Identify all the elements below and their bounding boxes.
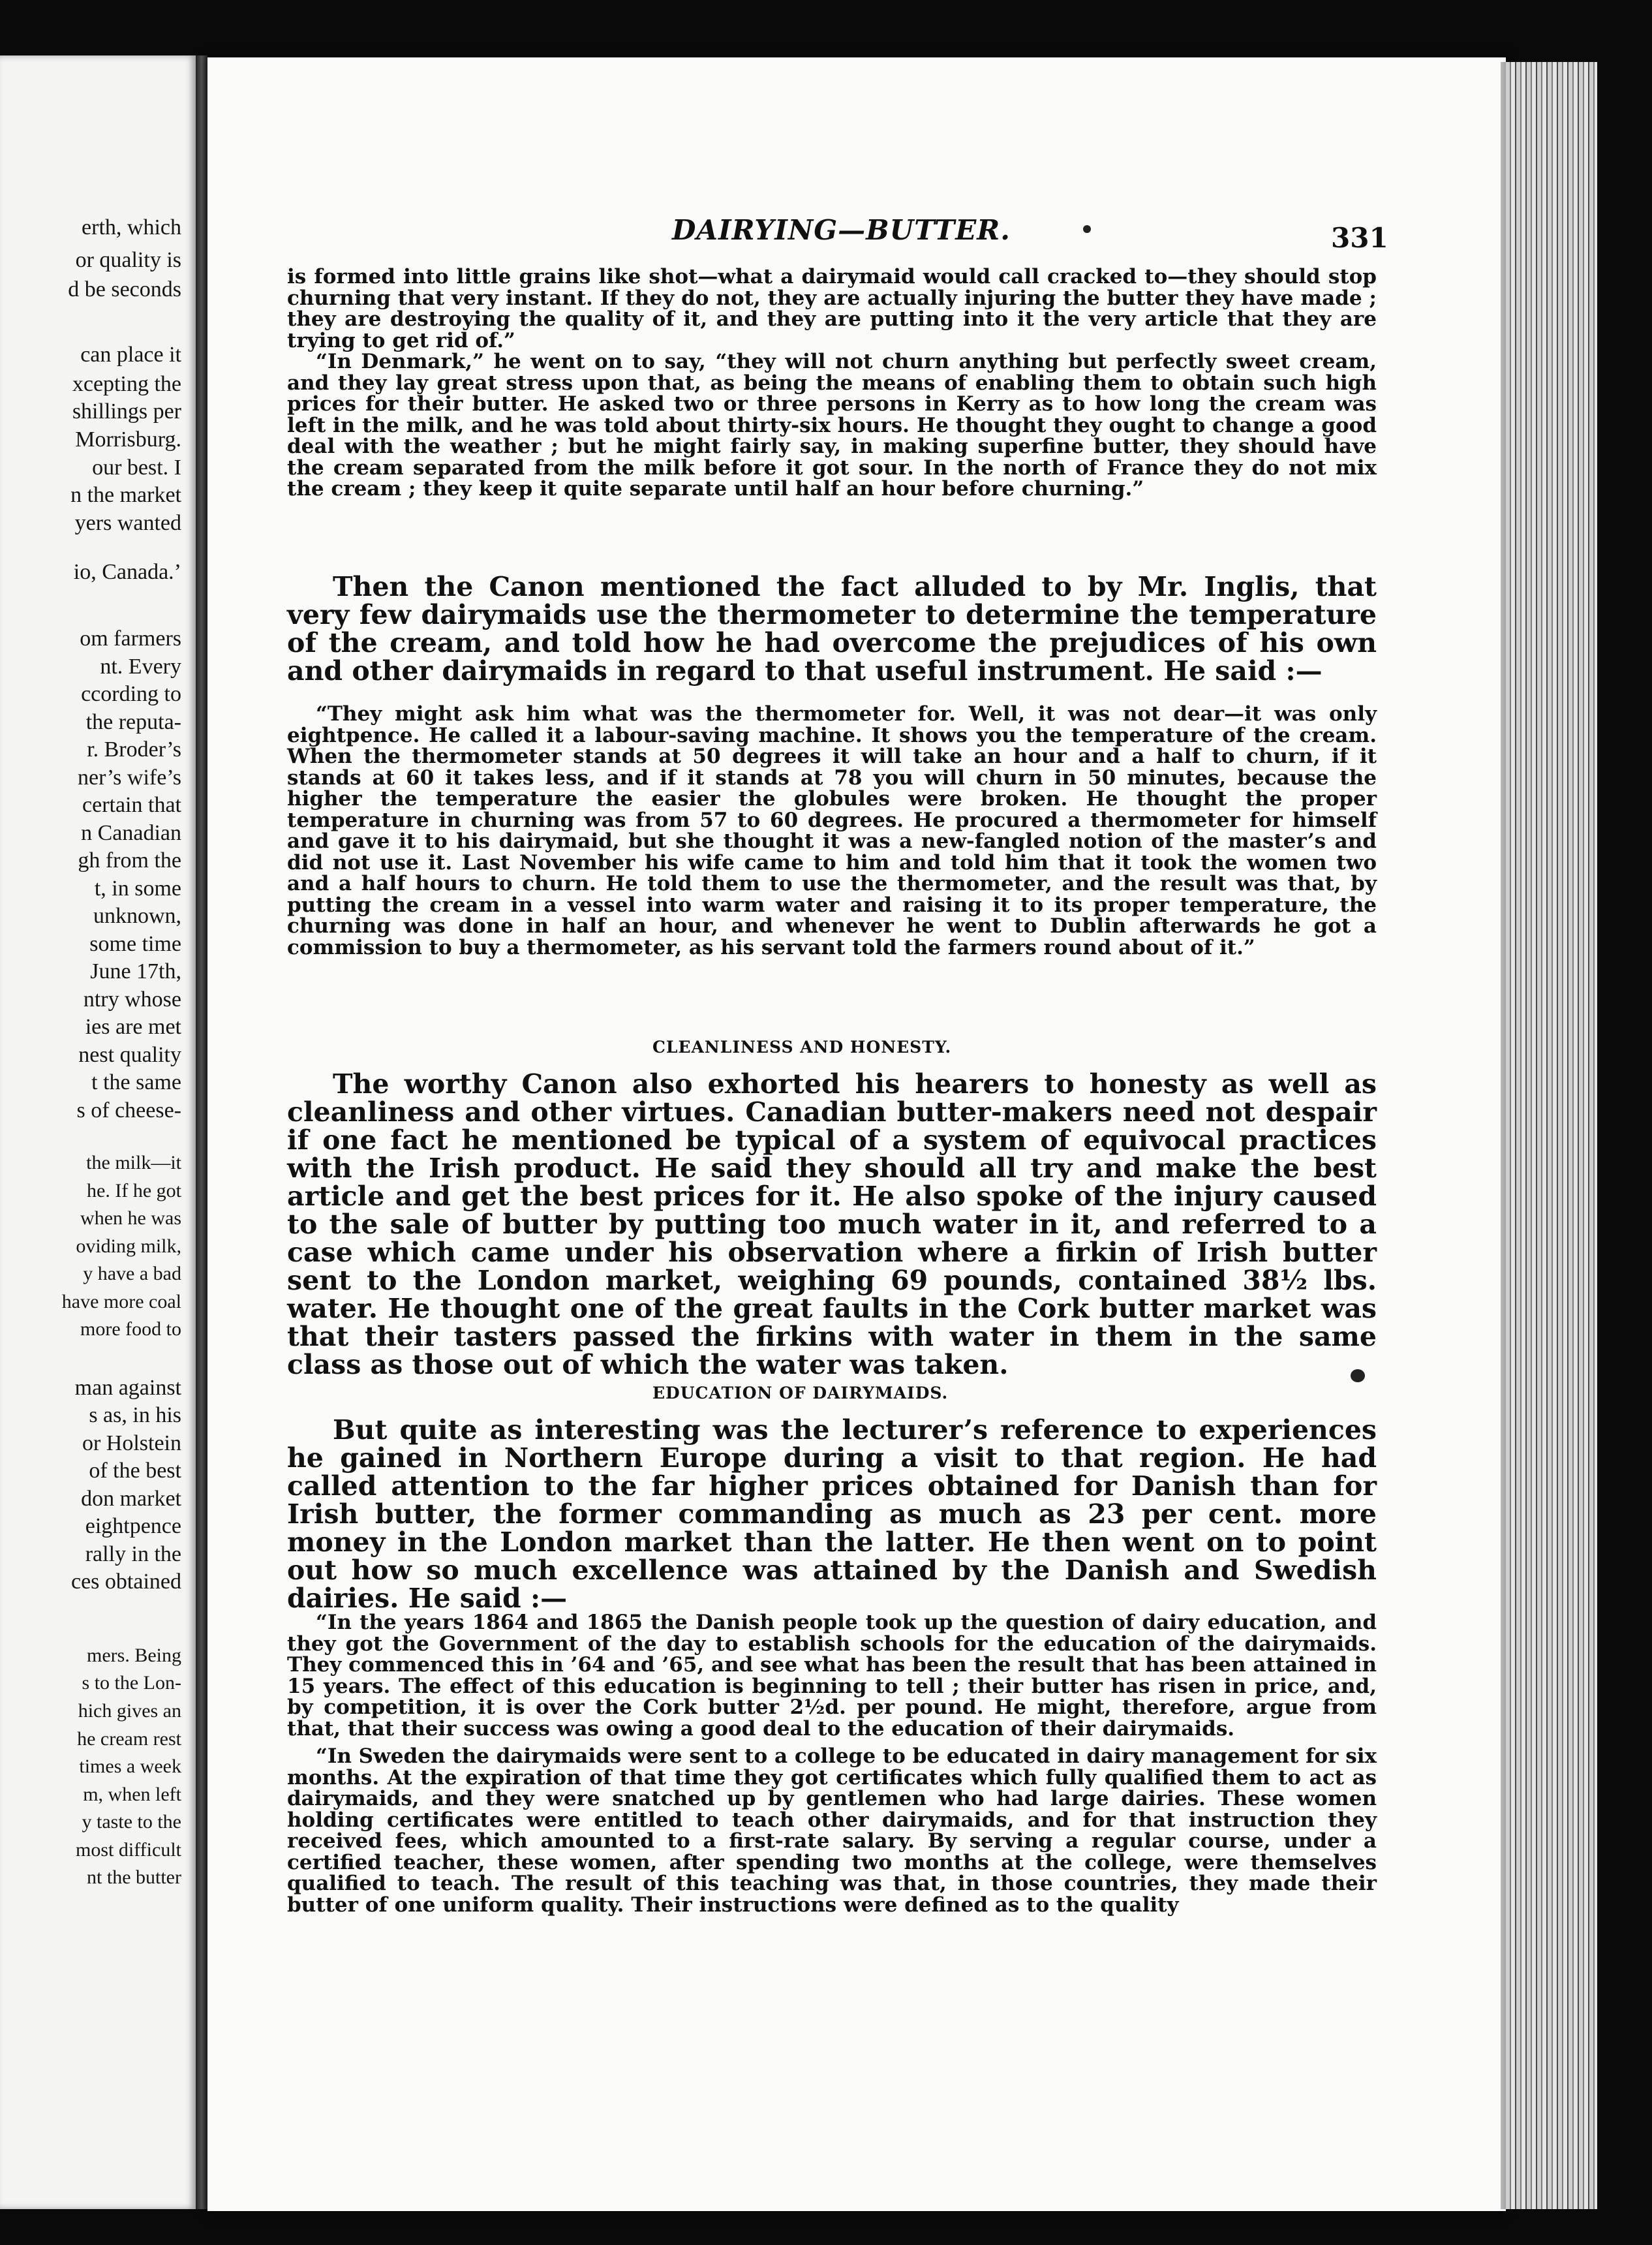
facing-page-line: ccording to — [81, 682, 181, 706]
facing-page-line: nt. Every — [100, 655, 181, 679]
paragraph — [287, 1416, 1377, 1613]
facing-page-line: yers wanted — [74, 511, 181, 535]
section-heading: EDUCATION OF DAIRYMAIDS. — [652, 1384, 949, 1402]
quote-text: “In Denmark,” he went on to say, “they will not churn anything but perfectly sweet cream, and they lay great stress upon that, as being the means of enabling them to obtain such high prices for their butter. He asked two or three persons in Kerry as to how long the cream was left in the milk, and he was told about thirty-six hours. He thought they ought to change a good deal with the weather ; but he might fairly say, in making superfine butter, they should have the cream separated from the milk before it got sour. In the north of France they do not mix the cream ; they keep it quite separate until half an hour before churning.” — [287, 350, 1377, 501]
page-edges — [1506, 62, 1597, 2209]
facing-page-line: xcepting the — [72, 372, 181, 396]
facing-page-line: can place it — [80, 343, 181, 367]
facing-page-line: some time — [89, 932, 181, 956]
facing-page-line: s to the Lon- — [82, 1672, 181, 1694]
facing-page-line: or Holstein — [82, 1431, 181, 1455]
paragraph — [287, 1070, 1377, 1379]
facing-page-line: shillings per — [72, 399, 181, 424]
facing-page-line: ntry whose — [83, 987, 181, 1012]
facing-page-line: Morrisburg. — [75, 427, 181, 452]
facing-page-line: nt the butter — [87, 1866, 181, 1888]
quote-continued — [287, 266, 1377, 500]
facing-page-line: r. Broder’s — [87, 737, 181, 762]
facing-page-line: of the best — [89, 1459, 181, 1483]
facing-page-line: our best. I — [92, 456, 181, 480]
facing-page-line: man against — [74, 1376, 181, 1400]
facing-page-line: ies are met — [85, 1015, 181, 1039]
facing-page — [0, 55, 196, 2209]
facing-page-line: don market — [81, 1487, 181, 1511]
facing-page-line: rally in the — [85, 1542, 181, 1566]
facing-page-line: n Canadian — [81, 821, 181, 845]
facing-page-line: ner’s wife’s — [78, 766, 181, 790]
paragraph — [287, 573, 1377, 685]
running-title: DAIRYING—BUTTER. — [672, 214, 1011, 246]
page-number: 331 — [1331, 222, 1388, 254]
facing-page-line: om farmers — [80, 627, 181, 651]
paragraph-text: Then the Canon mentioned the fact alluded to by Mr. Inglis, that very few dairymaids use the thermometer to determine the temperature of the cream, and told how he had overcome the prejudices of his own and other dairymaids in regard to that useful instrument. He said :— — [287, 571, 1377, 687]
facing-page-line: unknown, — [93, 904, 181, 928]
ink-spot — [1083, 225, 1091, 233]
facing-page-line: mers. Being — [87, 1645, 181, 1666]
paragraph-text: But quite as interesting was the lecturer’s reference to experiences he gained in Northern Europe during a visit to that region. He had called attention to the far higher prices obtained for Danish than for Irish butter, the former commanding as much as 23 per cent. more money in the London market than the latter. He then went on to point out how so much excellence was attained by the Danish and Swedish dairies. He said :— — [287, 1414, 1377, 1614]
facing-page-line: have more coal — [61, 1291, 181, 1312]
facing-page-line: June 17th, — [90, 959, 181, 983]
facing-page-line: s of cheese- — [76, 1098, 181, 1122]
facing-page-line: more food to — [80, 1318, 181, 1340]
facing-page-line: or quality is — [75, 248, 181, 272]
quote-text: “In Sweden the dairymaids were sent to a college to be educated in dairy management for six months. At the expiration of that time they got certificates which fully qualified them to act as dairymaids, and they were snatched up by gentlemen who had large dairies. These women holding certificates were entitled to teach other dairymaids, and for that instruction they received fees, which amounted to a first-rate salary. By serving a regular course, under a certified teacher, these women, after spending two months at the college, were themselves qualified to teach. The result of this teaching was that, in those countries, they made their butter of one uniform quality. Their instructions were defined as to the quality — [287, 1744, 1377, 1917]
facing-page-line: s as, in his — [89, 1403, 181, 1427]
facing-page-line: the milk—it — [86, 1152, 181, 1173]
facing-page-line: eightpence — [85, 1514, 181, 1538]
paragraph-text: The worthy Canon also exhorted his hearers to honesty as well as cleanliness and other virtues. Canadian butter-makers need not despair if one fact he mentioned be typical of a system of equivocal practices with the Irish product. He said they should all try and make the best article and get the best prices for it. He also spoke of the injury caused to the sale of butter by putting too much water in it, and referred to a case which came under his observation where a firkin of Irish butter sent to the London market, weighing 69 pounds, contained 38½ lbs. water. He thought one of the great faults in the Cork butter market was that their tasters passed the firkins with water in them in the same class as those out of which the water was taken. — [287, 1068, 1377, 1380]
facing-page-line: nest quality — [78, 1043, 181, 1067]
facing-page-line: t, in some — [94, 876, 181, 901]
quote-text: is formed into little grains like shot—what a dairymaid would call cracked to—they should stop churning that very instant. If they do not, they are actually injuring the butter they have made ; they are destroying the quality of it, and they are putting into it the very article that they are trying to get rid of.” — [287, 265, 1377, 352]
facing-page-line: y have a bad — [83, 1263, 181, 1284]
facing-page-line: times a week — [79, 1756, 181, 1777]
quote-text: “In the years 1864 and 1865 the Danish people took up the question of dairy education, and they got the Government of the day to establish schools for the education of the dairymaids. They commenced this in ’64 and ’65, and see what has been the result that has been attained in 15 years. The effect of this education is beginning to tell ; their butter has risen in price, and, by competition, it is over the Cork butter 2½d. per pound. He might, therefore, argue from that, that their success was owing a good deal to the education of their dairymaids. — [287, 1611, 1377, 1741]
facing-page-line: ces obtained — [71, 1570, 181, 1594]
facing-page-line: n the market — [70, 483, 181, 507]
facing-page-line: y taste to the — [82, 1811, 181, 1833]
facing-page-line: certain that — [82, 793, 181, 817]
facing-page-line: the reputa- — [85, 710, 181, 734]
ink-spot — [1351, 1369, 1365, 1382]
facing-page-line: d be seconds — [68, 277, 181, 302]
quote-block — [287, 704, 1377, 958]
facing-page-line: oviding milk, — [76, 1235, 181, 1257]
facing-page-line: he cream rest — [77, 1728, 181, 1750]
facing-page-line: he. If he got — [87, 1180, 181, 1201]
quote-text: “They might ask him what was the thermometer for. Well, it was not dear—it was only eightpence. He called it a labour-saving machine. It shows you the temperature of the cream. When the thermometer stands at 50 degrees it will take an hour and a half to churn, if it stands at 60 it takes less, and if it stands at 78 you will churn in 50 minutes, because the higher the temperature the easier the globules were broken. He thought the proper temperature in churning was from 57 to 60 degrees. He procured a thermometer for himself and gave it to his dairymaid, but she thought it was a new-fangled notion of the master’s and did not use it. Last November his wife came to him and told him that it took the women two and a half hours to churn. He told them to use the thermometer, and the result was that, by putting the cream in a vessel into warm water and raising it to its proper temperature, the churning was done in half an hour, and whenever he went to Dublin afterwards he got a commission to buy a thermometer, as his servant told the farmers round about of it.” — [287, 702, 1377, 959]
facing-page-line: m, when left — [83, 1784, 181, 1805]
facing-page-line: hich gives an — [78, 1700, 181, 1722]
quote-block — [287, 1612, 1377, 1915]
facing-page-line: io, Canada.’ — [73, 560, 181, 584]
facing-page-line: erth, which — [82, 215, 181, 240]
facing-page-line: when he was — [80, 1207, 181, 1229]
facing-page-line: most difficult — [76, 1839, 181, 1861]
facing-page-line: gh from the — [78, 848, 181, 873]
facing-page-line: t the same — [91, 1070, 181, 1094]
book-gutter — [196, 55, 207, 2209]
section-heading: CLEANLINESS AND HONESTY. — [652, 1038, 952, 1057]
